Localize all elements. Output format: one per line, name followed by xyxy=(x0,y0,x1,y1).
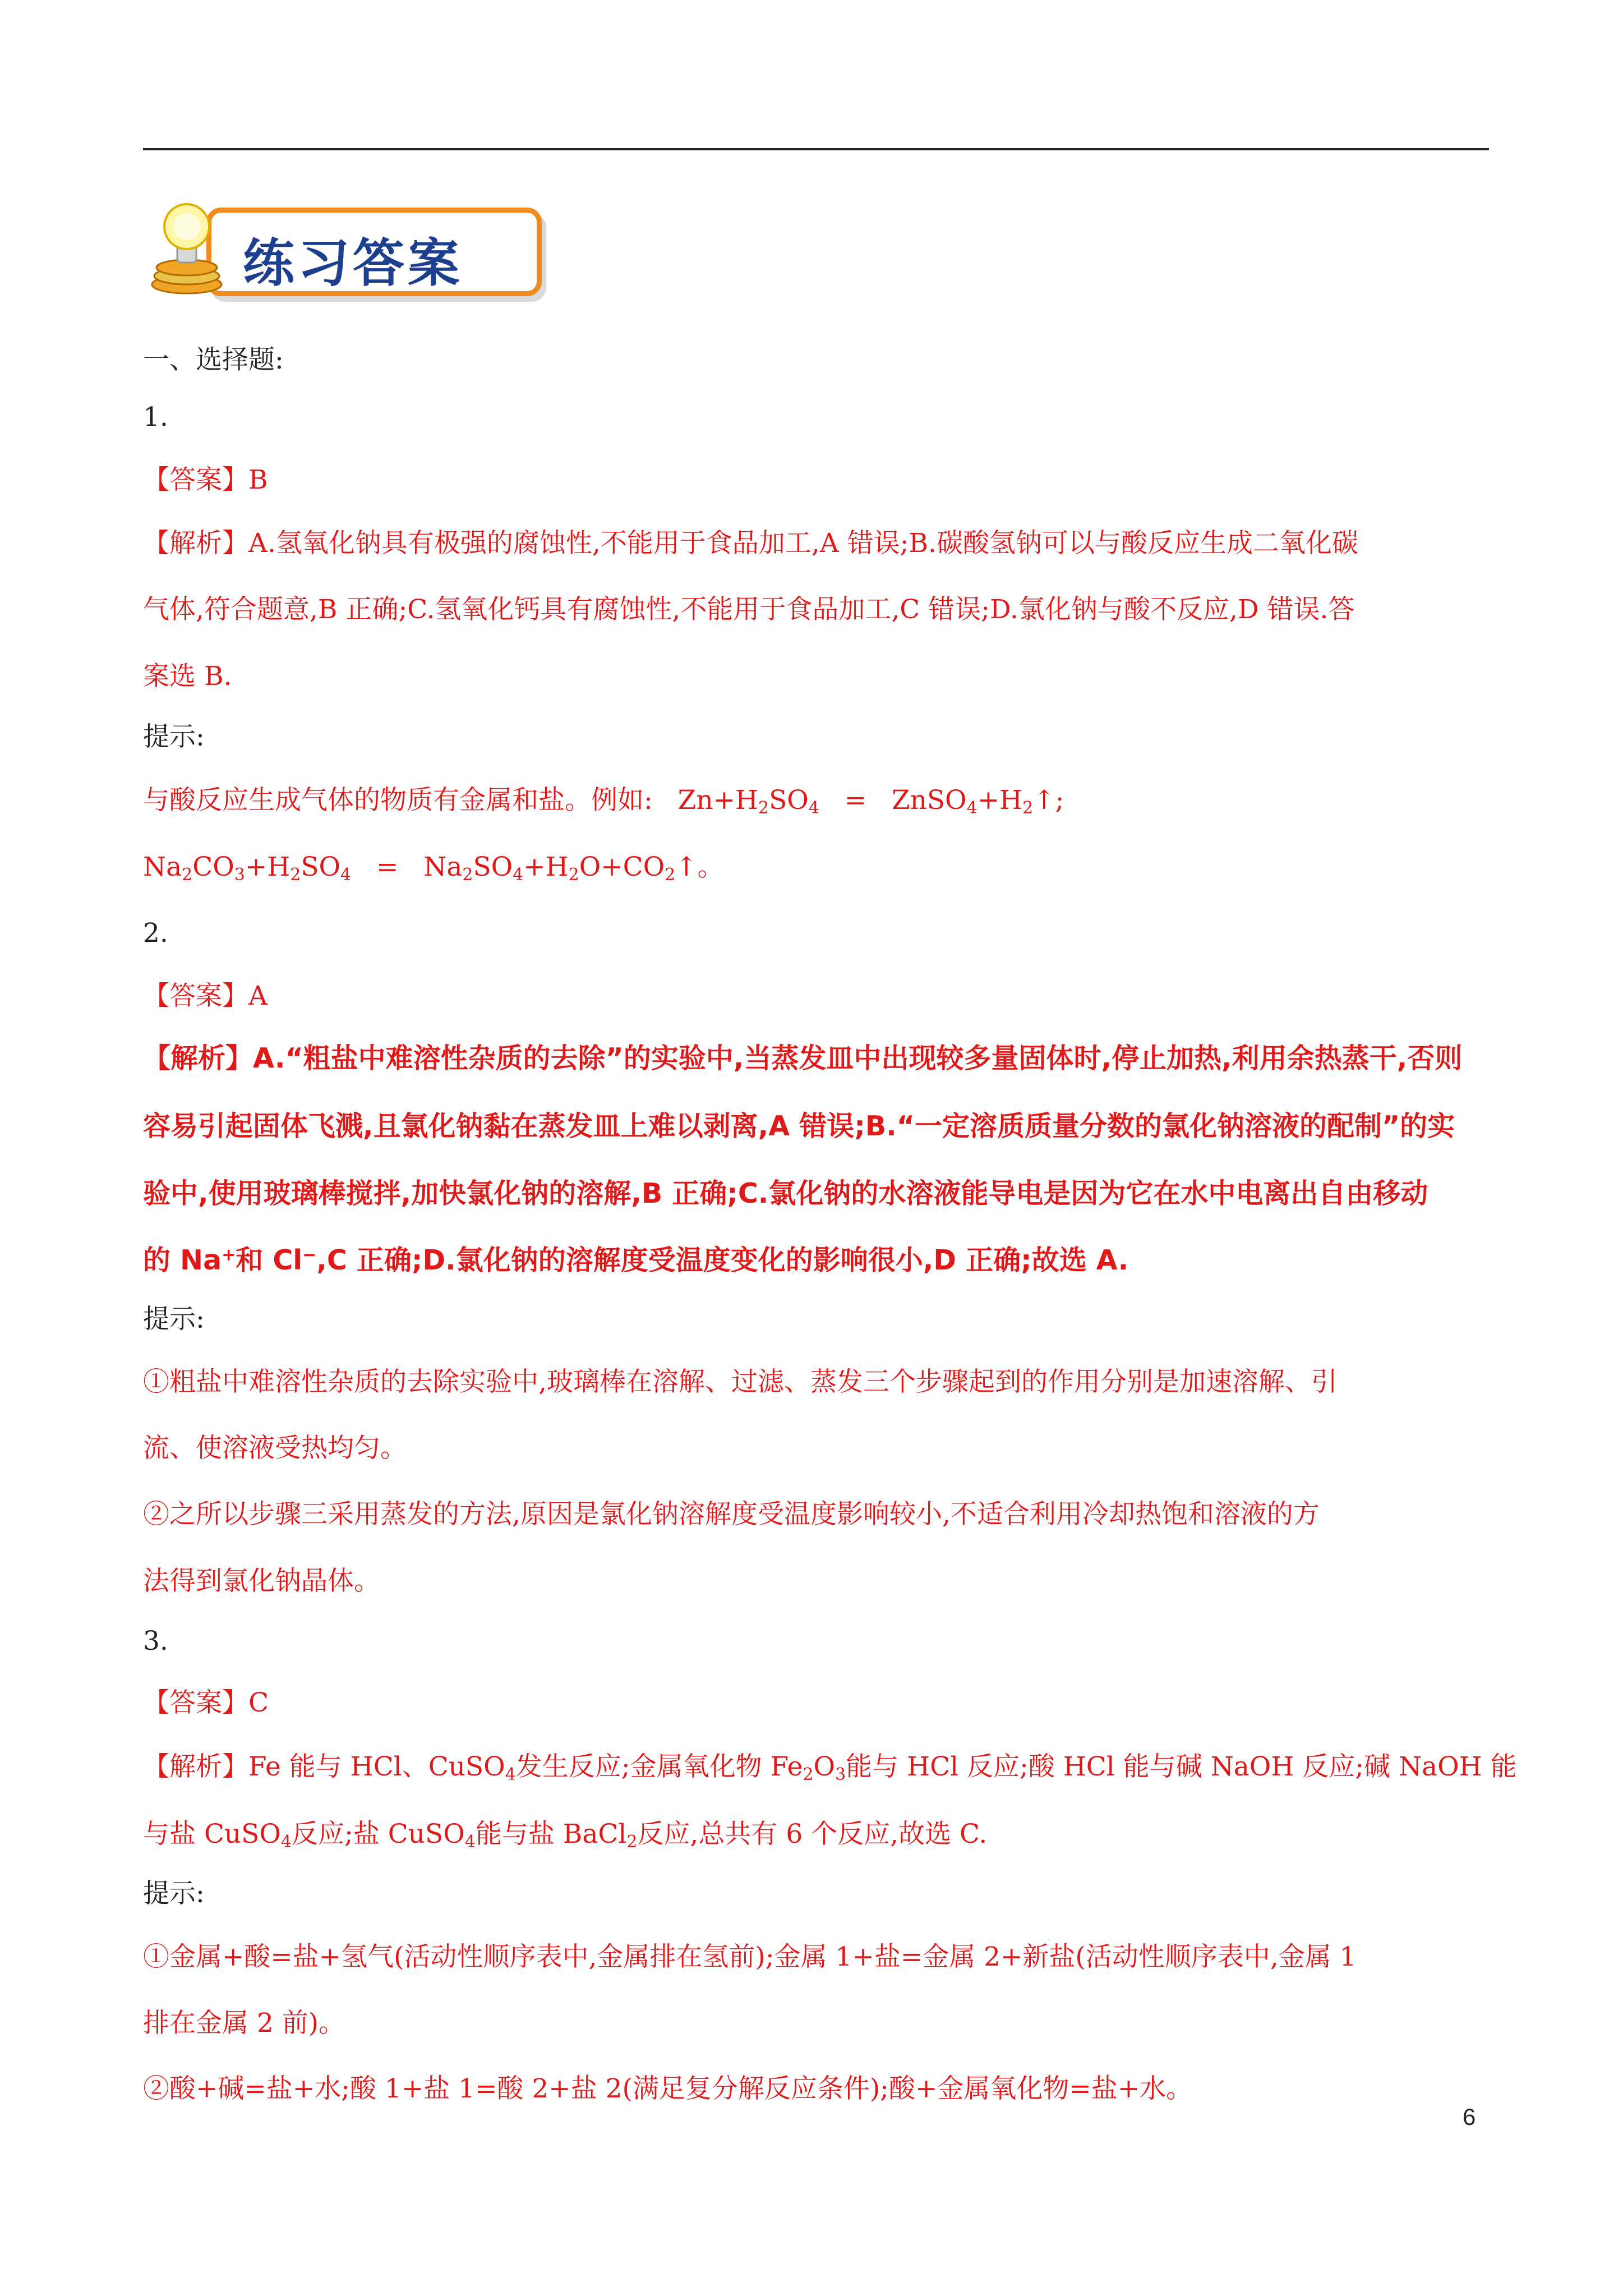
q2-hint-line-1: ①粗盐中难溶性杂质的去除实验中,玻璃棒在溶解、过滤、蒸发三个步骤起到的作用分别是加速溶解、引 xyxy=(143,1366,1338,1397)
q1-explanation-line-1 xyxy=(143,528,1358,559)
eq-part: +H xyxy=(977,785,1023,816)
eq-part: SO xyxy=(473,852,513,882)
q3-hint-label: 提示: xyxy=(143,1878,205,1909)
q3-explanation-line-1 xyxy=(143,1751,1517,1784)
exp-sub: 4 xyxy=(464,1832,476,1852)
q1-number: 1. xyxy=(143,402,168,432)
exp-part: 反应,总共有 6 个反应,故选 C. xyxy=(637,1819,988,1849)
q3-hint-line-3: ②酸+碱=盐+水;酸 1+盐 1=酸 2+盐 2(满足复分解反应条件);酸+金属氧化物=盐+水。 xyxy=(143,2073,1193,2104)
q2-explanation-line-3: 验中,使用玻璃棒搅拌,加快氯化钠的溶解,B 正确;C.氯化钠的水溶液能导电是因为它在水中电离出自由移动 xyxy=(143,1177,1428,1209)
eq-part: SO xyxy=(301,852,341,882)
eq-part: +H xyxy=(523,852,569,882)
q2-explanation-line-4 xyxy=(143,1246,1128,1274)
eq-part: CO xyxy=(192,852,234,882)
exp-part: O xyxy=(813,1751,836,1782)
q3-exp-label: 【解析】 xyxy=(143,1751,248,1782)
q1-explanation-line-3: 案选 B. xyxy=(143,661,232,692)
q3-hint-line-1: ①金属+酸=盐+氢气(活动性顺序表中,金属排在氢前);金属 1+盐=金属 2+新盐(活动性顺序表中,金属 1 xyxy=(143,1941,1357,1972)
q1-hint-text: 与酸反应生成气体的物质有金属和盐。例如: xyxy=(143,785,653,816)
exp-part: 发生反应;金属氧化物 Fe xyxy=(515,1751,803,1782)
exp-part: 与盐 CuSO xyxy=(143,1819,281,1849)
exp-sub: 3 xyxy=(835,1765,846,1784)
q2-hint-line-3: ②之所以步骤三采用蒸发的方法,原因是氯化钠溶解度受温度影响较小,不适合利用冷却热饱和溶液的方 xyxy=(143,1499,1320,1530)
q3-hint-line-2: 排在金属 2 前)。 xyxy=(143,2008,345,2039)
q2-number: 2. xyxy=(143,918,168,949)
q1-hint-label: 提示: xyxy=(143,721,205,752)
q1-hint-line-1 xyxy=(143,785,1064,818)
q3-explanation-line-2 xyxy=(143,1819,988,1852)
q2-hint-line-2: 流、使溶液受热均匀。 xyxy=(143,1433,407,1464)
eq-part: ZnSO xyxy=(891,785,967,816)
q2-hint-line-4: 法得到氯化钠晶体。 xyxy=(143,1566,380,1596)
eq-part: Na xyxy=(143,852,182,882)
q1-answer: 【答案】B xyxy=(143,464,268,495)
section-title: 一、选择题: xyxy=(143,344,284,375)
q1-exp-text-1: A.氢氧化钠具有极强的腐蚀性,不能用于食品加工,A 错误;B.碳酸氢钠可以与酸反应生成二氧化碳 xyxy=(248,528,1358,559)
page-number: 6 xyxy=(1463,2104,1476,2130)
eq-sub: 2 xyxy=(1022,798,1034,818)
eq-sub: 4 xyxy=(513,865,524,885)
badge-title: 练习答案 xyxy=(243,233,463,293)
eq-sub: 4 xyxy=(808,798,819,818)
q2-exp-text-1: A.“粗盐中难溶性杂质的去除”的实验中,当蒸发皿中出现较多量固体时,停止加热,利用余热蒸干,否则 xyxy=(253,1042,1463,1074)
eq-part: ↑; xyxy=(1033,785,1064,816)
q1-hint-line-2 xyxy=(143,852,724,885)
q1-explanation-line-2: 气体,符合题意,B 正确;C.氢氧化钙具有腐蚀性,不能用于食品加工,C 错误;D.氯化钠与酸不反应,D 错误.答 xyxy=(143,594,1355,625)
exp-part: Fe 能与 HCl、CuSO xyxy=(248,1751,505,1782)
eq-sub: 2 xyxy=(462,865,473,885)
exp-sub: 2 xyxy=(626,1832,638,1852)
eq-part: ↑。 xyxy=(675,852,724,882)
q2-explanation-line-2: 容易引起固体飞溅,且氯化钠黏在蒸发皿上难以剥离,A 错误;B.“一定溶质质量分数的氯化钠溶液的配制”的实 xyxy=(143,1110,1455,1142)
eq-part: +H xyxy=(245,852,291,882)
section-badge xyxy=(145,197,540,298)
exp-part: 能与盐 BaCl xyxy=(475,1819,627,1849)
eq-sub: 2 xyxy=(665,865,676,885)
q2-exp-label: 【解析】 xyxy=(143,1042,253,1074)
exp-part: 的 Na xyxy=(143,1244,222,1276)
eq-part: = xyxy=(844,785,867,816)
eq-sub: 3 xyxy=(234,865,245,885)
eq-sub: 2 xyxy=(568,865,579,885)
eq-sub: 2 xyxy=(758,798,769,818)
exp-part: 能与 HCl 反应;酸 HCl 能与碱 NaOH 反应;碱 NaOH 能 xyxy=(846,1751,1517,1782)
q2-hint-label: 提示: xyxy=(143,1304,205,1335)
exp-part: 和 Cl xyxy=(236,1244,303,1276)
eq-part: O+CO xyxy=(579,852,665,882)
exp-sub: 4 xyxy=(280,1832,292,1852)
q2-answer: 【答案】A xyxy=(143,981,268,1011)
exp-sub: 4 xyxy=(505,1765,516,1784)
eq-sub: 4 xyxy=(340,865,352,885)
eq-part: Na xyxy=(423,852,463,882)
lightbulb-books-icon xyxy=(145,197,229,298)
q2-explanation-line-1 xyxy=(143,1042,1463,1074)
eq-part: SO xyxy=(769,785,809,816)
exp-sub: 2 xyxy=(803,1765,814,1784)
q3-number: 3. xyxy=(143,1626,168,1657)
exp-sup: − xyxy=(302,1245,317,1265)
eq-sub: 2 xyxy=(290,865,301,885)
exp-part: 反应;盐 CuSO xyxy=(292,1819,465,1849)
eq-sub: 2 xyxy=(182,865,193,885)
q1-exp-label: 【解析】 xyxy=(143,528,248,559)
exp-sup: + xyxy=(222,1245,236,1265)
eq-sub: 4 xyxy=(966,798,978,818)
header-rule xyxy=(143,148,1489,150)
q3-answer: 【答案】C xyxy=(143,1687,269,1718)
eq-part: = xyxy=(376,852,399,882)
exp-part: ,C 正确;D.氯化钠的溶解度受温度变化的影响很小,D 正确;故选 A. xyxy=(316,1244,1129,1276)
eq-part: Zn+H xyxy=(677,785,758,816)
